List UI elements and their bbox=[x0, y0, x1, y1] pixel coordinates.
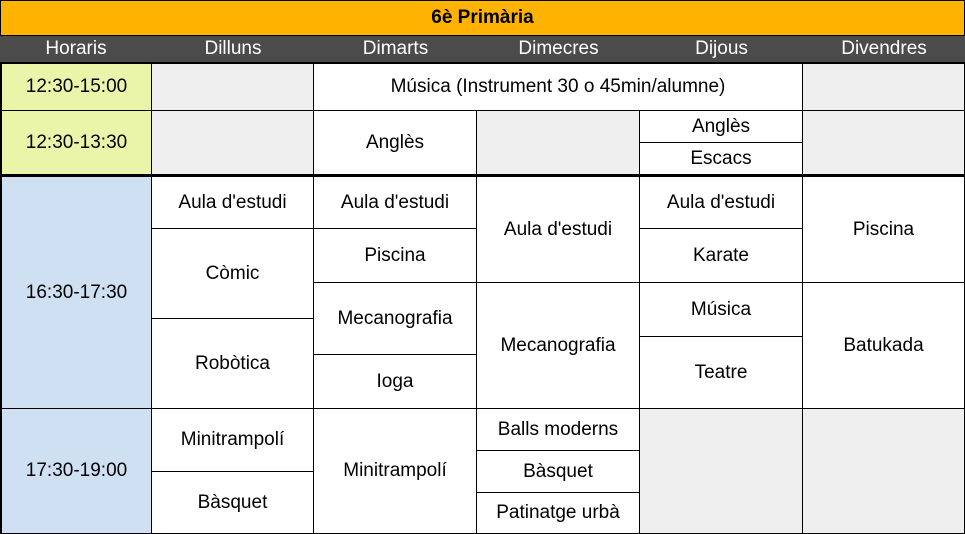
activity-comic: Còmic bbox=[152, 229, 314, 319]
activity-basquet-dimecres: Bàsquet bbox=[477, 451, 640, 493]
activity-musica-instrument: Música (Instrument 30 o 45min/alumne) bbox=[314, 64, 803, 111]
activity-aula-dijous: Aula d'estudi bbox=[640, 175, 803, 229]
activity-mecanografia-dimecres: Mecanografia bbox=[477, 283, 640, 409]
empty-cell bbox=[477, 111, 640, 175]
empty-cell bbox=[803, 64, 965, 111]
time-slot-4: 17:30-19:00 bbox=[0, 409, 152, 534]
activity-ioga: Ioga bbox=[314, 355, 477, 409]
header-horaris: Horaris bbox=[0, 36, 152, 64]
activity-piscina-divendres: Piscina bbox=[803, 175, 965, 283]
table-title: 6è Primària bbox=[0, 0, 965, 36]
empty-cell bbox=[152, 64, 314, 111]
activity-teatre: Teatre bbox=[640, 337, 803, 409]
empty-cell bbox=[803, 409, 965, 534]
time-slot-3: 16:30-17:30 bbox=[0, 175, 152, 409]
header-divendres: Divendres bbox=[803, 36, 965, 64]
activity-aula-dimecres: Aula d'estudi bbox=[477, 175, 640, 283]
time-slot-2: 12:30-13:30 bbox=[0, 111, 152, 175]
activity-aula-dimarts: Aula d'estudi bbox=[314, 175, 477, 229]
activity-patinatge-urba: Patinatge urbà bbox=[477, 493, 640, 534]
activity-minitrampoli-dimarts: Minitrampolí bbox=[314, 409, 477, 534]
activity-angles-dijous: Anglès bbox=[640, 111, 803, 143]
activity-karate: Karate bbox=[640, 229, 803, 283]
header-dimarts: Dimarts bbox=[314, 36, 477, 64]
header-dijous: Dijous bbox=[640, 36, 803, 64]
activity-aula-dilluns: Aula d'estudi bbox=[152, 175, 314, 229]
header-dimecres: Dimecres bbox=[477, 36, 640, 64]
activity-basquet-dilluns: Bàsquet bbox=[152, 472, 314, 534]
empty-cell bbox=[803, 111, 965, 175]
time-slot-1: 12:30-15:00 bbox=[0, 64, 152, 111]
activity-angles-dimarts: Anglès bbox=[314, 111, 477, 175]
activity-escacs: Escacs bbox=[640, 143, 803, 175]
header-dilluns: Dilluns bbox=[152, 36, 314, 64]
activity-musica-dijous: Música bbox=[640, 283, 803, 337]
activity-piscina-dimarts: Piscina bbox=[314, 229, 477, 283]
empty-cell bbox=[640, 409, 803, 534]
activity-minitrampoli-dilluns: Minitrampolí bbox=[152, 409, 314, 472]
activity-robotica: Robòtica bbox=[152, 319, 314, 409]
activity-balls-moderns: Balls moderns bbox=[477, 409, 640, 451]
empty-cell bbox=[152, 111, 314, 175]
activity-batukada: Batukada bbox=[803, 283, 965, 409]
activity-mecanografia-dimarts: Mecanografia bbox=[314, 283, 477, 355]
